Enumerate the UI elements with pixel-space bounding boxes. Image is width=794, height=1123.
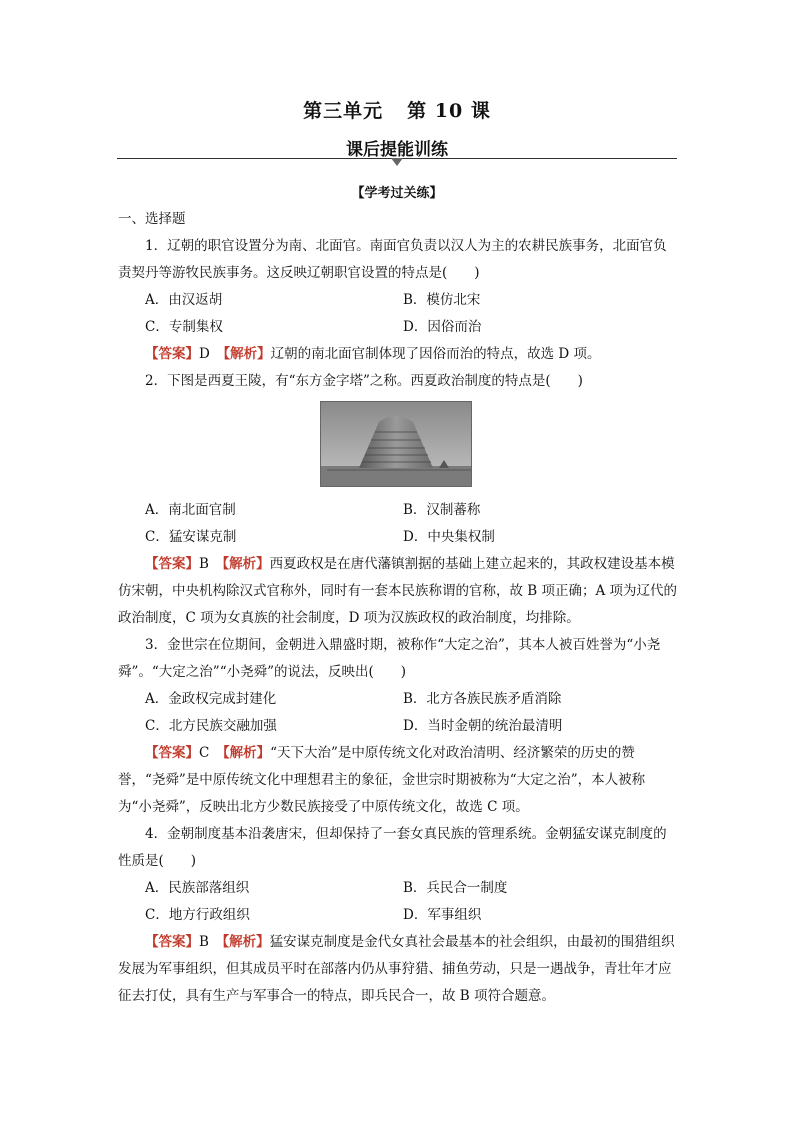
analysis-text: 猛安谋克制度是金代女真社会最基本的社会组织，由最初的围猎组织发展为军事组织，但其成员平时在部落内仍从事狩猎、捕鱼劳动，只是一遇战争，青壮年才应征去打仗，具有生产与军事合一的特点，即兵民合一，故 B 项符合题意。 xyxy=(118,934,675,1004)
analysis-text: 辽朝的南北面官制体现了因俗而治的特点，故选 D 项。 xyxy=(270,346,601,362)
options-row xyxy=(118,713,678,740)
question-1 xyxy=(118,233,678,368)
option-b: B．模仿北宋 xyxy=(403,292,481,308)
option-c: C．地方行政组织 xyxy=(145,907,250,923)
options-row xyxy=(118,287,678,314)
page-title xyxy=(0,96,794,123)
lesson-label: 第 10 课 xyxy=(407,100,491,122)
option-a: A．民族部落组织 xyxy=(145,880,250,896)
question-3 xyxy=(118,632,678,821)
answer-line xyxy=(118,740,678,821)
option-d: D．因俗而治 xyxy=(403,319,482,335)
option-c: C．专制集权 xyxy=(145,319,223,335)
analysis-tag: 【解析】 xyxy=(222,934,270,950)
answer-value: B xyxy=(199,934,209,950)
answer-value: B xyxy=(199,556,209,572)
question-stem: 3．金世宗在位期间，金朝进入鼎盛时期，被称作“大定之治”，其本人被百姓誉为“小尧舜”。“大定之治”“小尧舜”的说法，反映出( ) xyxy=(118,637,661,680)
options-row xyxy=(118,314,678,341)
analysis-text: “天下大治”是中原传统文化对政治清明、经济繁荣的历史的赞誉，“尧舜”是中原传统文化中理想君主的象征，金世宗时期被称为“大定之治”，本人被称为“小尧舜”，反映出北方少数民族接受了中原传统文化，故选 C 项。 xyxy=(118,745,646,815)
answer-value: C xyxy=(199,745,210,761)
answer-value: D xyxy=(199,346,210,362)
question-stem: 4．金朝制度基本沿袭唐宋，但却保持了一套女真民族的管理系统。金朝猛安谋克制度的性质是( ) xyxy=(118,826,667,869)
answer-tag: 【答案】 xyxy=(145,934,199,950)
question-2 xyxy=(118,368,678,632)
options-row xyxy=(118,686,678,713)
option-c: C．猛安谋克制 xyxy=(145,529,237,545)
answer-line xyxy=(118,551,678,632)
answer-line xyxy=(118,341,678,368)
option-a: A．由汉返胡 xyxy=(145,292,223,308)
options-row xyxy=(118,902,678,929)
option-d: D．中央集权制 xyxy=(403,529,495,545)
analysis-text: 西夏政权是在唐代藩镇割据的基础上建立起来的，其政权建设基本模仿宋朝，中央机构除汉式官称外，同时有一套本民族称谓的官称，故 B 项正确；A 项为辽代的政治制度，C 项为女真族的社会制度，D 项为汉族政权的政治制度，均排除。 xyxy=(118,556,678,626)
options-row xyxy=(118,497,678,524)
page-subtitle: 课后提能训练 xyxy=(346,140,448,160)
options-row xyxy=(118,875,678,902)
option-d: D．军事组织 xyxy=(403,907,482,923)
question-4 xyxy=(118,821,678,1010)
answer-tag: 【答案】 xyxy=(145,745,199,761)
section-heading: 【学考过关练】 xyxy=(351,186,443,201)
analysis-tag: 【解析】 xyxy=(223,346,271,362)
analysis-tag: 【解析】 xyxy=(222,745,271,761)
answer-tag: 【答案】 xyxy=(145,556,199,572)
option-d: D．当时金朝的统治最清明 xyxy=(403,718,563,734)
option-b: B．北方各族民族矛盾消除 xyxy=(403,691,562,707)
option-a: A．金政权完成封建化 xyxy=(145,691,277,707)
option-b: B．兵民合一制度 xyxy=(403,880,508,896)
part-heading: 一、选择题 xyxy=(118,211,186,227)
option-b: B．汉制蕃称 xyxy=(403,502,481,518)
options-row xyxy=(118,524,678,551)
question-stem: 1．辽朝的职官设置分为南、北面官。南面官负责以汉人为主的农耕民族事务，北面官负责契丹等游牧民族事务。这反映辽朝职官设置的特点是( ) xyxy=(118,238,667,281)
unit-label: 第三单元 xyxy=(303,100,384,122)
answer-tag: 【答案】 xyxy=(145,346,199,362)
answer-line xyxy=(118,929,678,1010)
exercise-content xyxy=(118,206,678,1010)
question-stem: 2．下图是西夏王陵，有“东方金字塔”之称。西夏政治制度的特点是( ) xyxy=(145,373,583,389)
option-a: A．南北面官制 xyxy=(145,502,236,518)
xixia-tomb-photo xyxy=(320,401,472,487)
header-arrow-icon xyxy=(391,158,403,166)
analysis-tag: 【解析】 xyxy=(222,556,270,572)
option-c: C．北方民族交融加强 xyxy=(145,718,277,734)
